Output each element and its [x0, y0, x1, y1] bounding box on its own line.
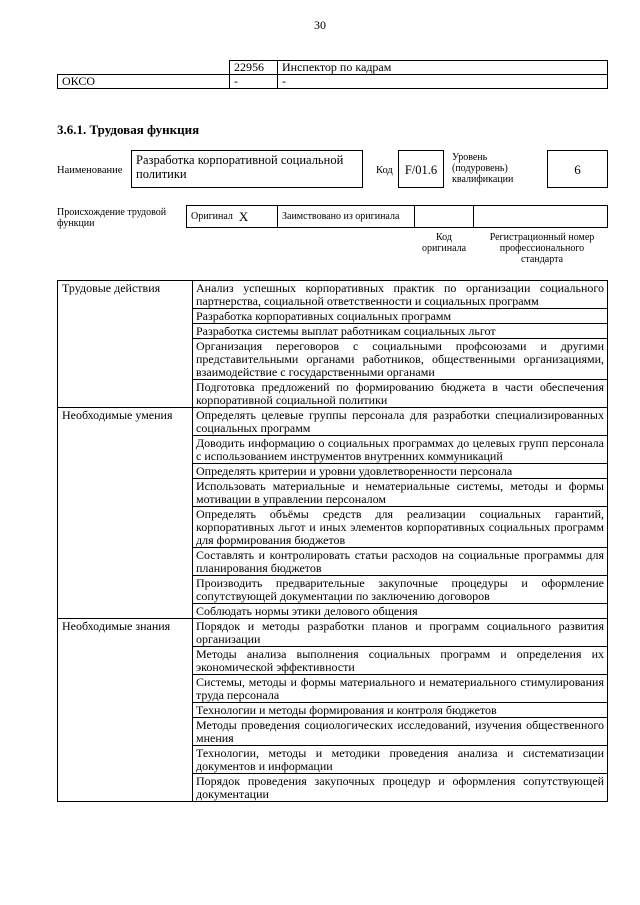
list-item: Разработка системы выплат работникам социальных льгот	[193, 324, 608, 339]
table-row	[58, 408, 608, 436]
section-category: Необходимые умения	[58, 408, 193, 619]
table-row	[58, 619, 608, 647]
list-item: Порядок и методы разработки планов и программ социального развития организации	[193, 619, 608, 647]
table-row	[58, 75, 608, 89]
list-item: Методы проведения социологических исследований, изучения общественного мнения	[193, 718, 608, 746]
list-item: Определять объёмы средств для реализации социальных гарантий, корпоративных льгот и иных элементов корпоративных социальных программ для формирования бюджетов	[193, 507, 608, 548]
okso-name: -	[278, 75, 608, 89]
origin-reg-cell	[474, 206, 607, 227]
name-label: Наименование	[57, 165, 123, 176]
list-item: Составлять и контролировать статьи расходов на социальные программы для планирования бюджетов	[193, 548, 608, 576]
list-item: Системы, методы и формы материального и нематериального стимулирования труда персонала	[193, 675, 608, 703]
section-title: 3.6.1. Трудовая функция	[57, 122, 200, 137]
list-item: Разработка корпоративных социальных программ	[193, 309, 608, 324]
list-item: Соблюдать нормы этики делового общения	[193, 604, 608, 619]
list-item: Технологии, методы и методики проведения анализа и систематизации документов и информации	[193, 746, 608, 774]
okso-label: ОКСО	[58, 75, 230, 89]
original-cell	[187, 206, 278, 227]
list-item: Определять целевые группы персонала для разработки специализированных социальных программ	[193, 408, 608, 436]
occupation-name: Инспектор по кадрам	[278, 61, 608, 75]
section-category: Необходимые знания	[58, 619, 193, 802]
code-label: Код	[376, 165, 393, 176]
qualification-level-box: 6	[547, 150, 608, 188]
origin-code-cell	[415, 206, 474, 227]
code-caption: Код оригинала	[421, 232, 467, 254]
okso-table	[57, 60, 608, 89]
function-code-box: F/01.6	[398, 150, 444, 188]
list-item: Анализ успешных корпоративных практик по организации социального партнерства, социальной ответственности и социальных программ	[193, 281, 608, 309]
list-item: Порядок проведения закупочных процедур и оформления сопутствующей документации	[193, 774, 608, 802]
table-row	[58, 61, 608, 75]
list-item: Подготовка предложений по формированию бюджета в части обеспечения корпоративной социальной политики	[193, 380, 608, 408]
section-category: Трудовые действия	[58, 281, 193, 408]
borrowed-cell: Заимствовано из оригинала	[278, 206, 415, 227]
level-label: Уровень (подуровень) квалификации	[452, 152, 514, 185]
original-mark: X	[238, 208, 249, 224]
list-item: Определять критерии и уровни удовлетворенности персонала	[193, 464, 608, 479]
origin-row	[186, 205, 608, 228]
list-item: Технологии и методы формирования и контроля бюджетов	[193, 703, 608, 718]
page-number: 30	[314, 18, 326, 32]
list-item: Организация переговоров с социальными профсоюзами и другими представительными органами работников, общественными организациями, взаимодействие с государственными органами	[193, 339, 608, 380]
list-item: Производить предварительные закупочные процедуры и оформление сопутствующей документации по заключению договоров	[193, 576, 608, 604]
okso-code: -	[230, 75, 278, 89]
original-label: Оригинал	[191, 211, 233, 222]
reg-caption: Регистрационный номер профессионального стандарта	[489, 232, 595, 265]
list-item: Использовать материальные и нематериальные системы, методы и формы мотивации в управлении персоналом	[193, 479, 608, 507]
list-item: Методы анализа выполнения социальных программ и определения их экономической эффективности	[193, 647, 608, 675]
table-row	[58, 281, 608, 309]
occupation-code: 22956	[230, 61, 278, 75]
function-name-box: Разработка корпоративной социальной политики	[131, 150, 363, 188]
list-item: Доводить информацию о социальных программах до целевых групп персонала с использованием инструментов внутренних коммуникаций	[193, 436, 608, 464]
function-details-table	[57, 280, 608, 802]
origin-label: Происхождение трудовой функции	[57, 207, 167, 229]
